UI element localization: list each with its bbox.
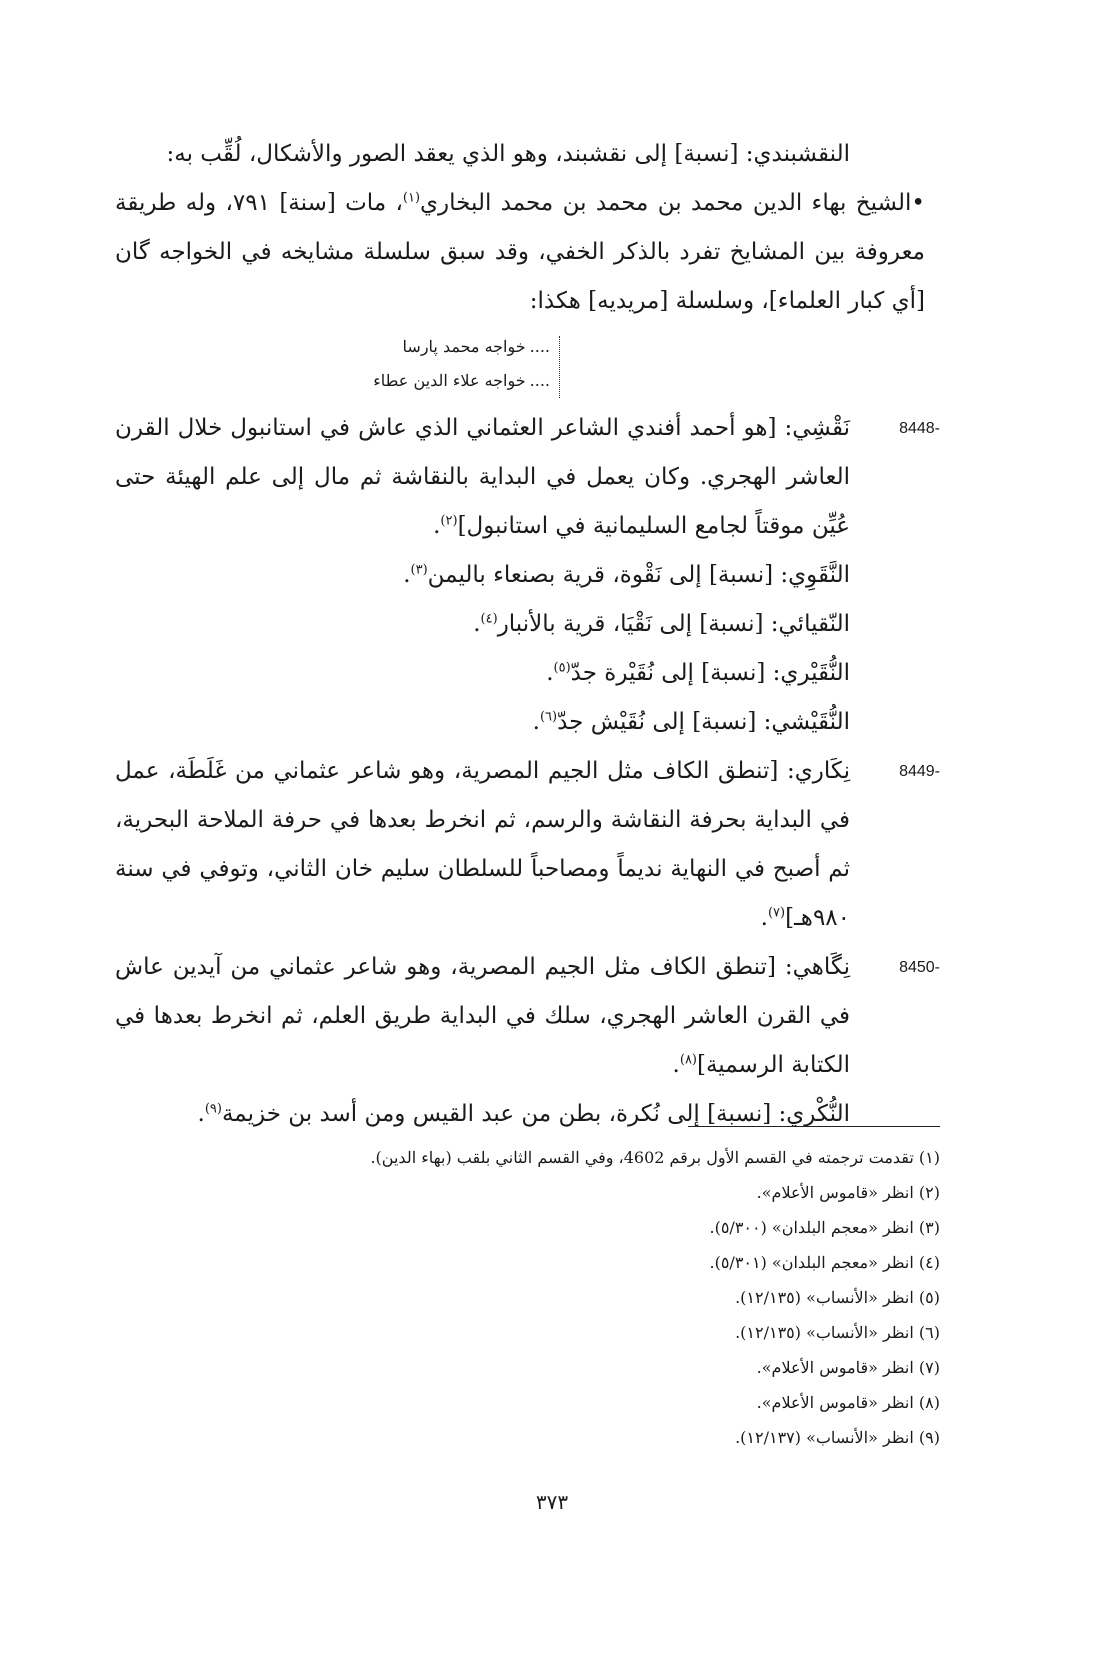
footnote: (٤) انظر «معجم البلدان» (٥/٣٠١).: [709, 1253, 940, 1272]
lineage-item: .... خواجه علاء الدين عطاء: [115, 364, 560, 398]
footnote-ref: (٨): [679, 1052, 697, 1068]
punctuation: .: [403, 562, 411, 588]
punctuation: .: [760, 905, 768, 931]
footnote-separator: [688, 1126, 940, 1127]
entry-text: النُّقَيْشي: [نسبة] إلى نُقَيْش جدّ: [557, 709, 850, 735]
entry-number: 8449-: [899, 763, 940, 780]
lineage-item: .... خواجه محمد پارسا: [115, 330, 560, 364]
punctuation: .: [433, 513, 441, 539]
footnote: (٨) انظر «قاموس الأعلام».: [756, 1393, 940, 1412]
person-name: •الشيخ بهاء الدين محمد بن محمد بن محمد البخاري: [420, 190, 925, 216]
footnote-ref: (٣): [410, 562, 428, 578]
footnote-ref: (٥): [553, 660, 571, 676]
entry-text: نِگَاهي: [تنطق الكاف مثل الجيم المصرية، وهو شاعر عثماني من آيدين عاش في القرن العاشر الهجري، سلك في البداية طريق العلم، ثم انخرط بعدها في الكتابة الرسمية]: [115, 954, 850, 1078]
entry-text: النُّقَيْري: [نسبة] إلى نُقَيْرة جدّ: [570, 660, 850, 686]
footnote: (٩) انظر «الأنساب» (١٢/١٣٧).: [735, 1428, 940, 1447]
person-details: ، مات [سنة] ٧٩١، وله طريقة معروفة بين المشايخ تفرد بالذكر الخفي، وقد سبق سلسلة مشايخه في الخواجه گان [أي كبار العلماء]، وسلسلة [مريديه] هكذا:: [115, 190, 925, 314]
footnote: (١) تقدمت ترجمته في القسم الأول برقم 4602، وفي القسم الثاني بلقب (بهاء الدين).: [370, 1148, 940, 1167]
page-number: ٣٧٣: [535, 1490, 569, 1514]
entry-naqyai: [115, 600, 940, 649]
entry-nukri: [115, 1090, 940, 1139]
entry-text: النَّقَوِي: [نسبة] إلى نَقْوة، قرية بصنعاء باليمن: [427, 562, 850, 588]
entry-number: 8448-: [899, 420, 940, 437]
footnote-ref: (٤): [480, 611, 498, 627]
entry-text: نِكَاري: [تنطق الكاف مثل الجيم المصرية، وهو شاعر عثماني من غَلَطَة، عمل في البداية بحرفة النقاشة والرسم، ثم انخرط بعدها في حرفة الملاحة البحرية، ثم أصبح في النهاية نديماً ومصاحباً للسلطان سليم خان الثاني، وتوفي في سنة ٩٨٠هـ]: [115, 758, 850, 931]
entry-8448: [115, 404, 940, 551]
footnote: (٢) انظر «قاموس الأعلام».: [756, 1183, 940, 1202]
entry-naqshbandi: [115, 130, 940, 179]
footnote-ref: (٦): [539, 709, 558, 725]
main-text: [115, 130, 940, 1139]
footnote: (٥) انظر «الأنساب» (١٢/١٣٥).: [735, 1288, 940, 1307]
punctuation: .: [197, 1101, 205, 1127]
entry-text: نَقْشِي: [هو أحمد أفندي الشاعر العثماني الذي عاش في استانبول خلال القرن العاشر الهجري. وكان يعمل في البداية بالنقاشة ثم مال إلى علم الهيئة حتى عُيِّن موقتاً لجامع السليمانية في استانبول]: [115, 415, 850, 539]
footnote: (٧) انظر «قاموس الأعلام».: [756, 1358, 940, 1377]
entry-nuqayshi: [115, 698, 940, 747]
entry-8449: [115, 747, 940, 943]
footnote-ref: (٢): [440, 513, 458, 529]
entry-naqawi: [115, 551, 940, 600]
footnote: (٦) انظر «الأنساب» (١٢/١٣٥).: [735, 1323, 940, 1342]
entry-nuqayri: [115, 649, 940, 698]
entry-text: النقشبندي: [نسبة] إلى نقشبند، وهو الذي يعقد الصور والأشكال، لُقِّب به:: [166, 141, 850, 167]
entry-text: النُّكْري: [نسبة] إلى نُكرة، بطن من عبد القيس ومن أسد بن خزيمة: [221, 1101, 850, 1127]
punctuation: .: [473, 611, 481, 637]
footnote-ref: (٧): [767, 905, 786, 921]
lineage-connector: [559, 336, 560, 398]
footnote-ref: (١): [402, 190, 421, 206]
entry-text: النّقيائي: [نسبة] إلى نَقْيَا، قرية بالأنبار: [497, 611, 850, 637]
footnote-ref: (٩): [204, 1101, 222, 1117]
lineage-chain: [115, 330, 940, 398]
entry-8450: [115, 943, 940, 1090]
entry-naqshbandi-person: [115, 179, 940, 326]
footnote: (٣) انظر «معجم البلدان» (٥/٣٠٠).: [709, 1218, 940, 1237]
entry-number: 8450-: [899, 959, 940, 976]
punctuation: .: [532, 709, 540, 735]
punctuation: .: [546, 660, 554, 686]
footnotes: [200, 1140, 940, 1455]
punctuation: .: [672, 1052, 680, 1078]
